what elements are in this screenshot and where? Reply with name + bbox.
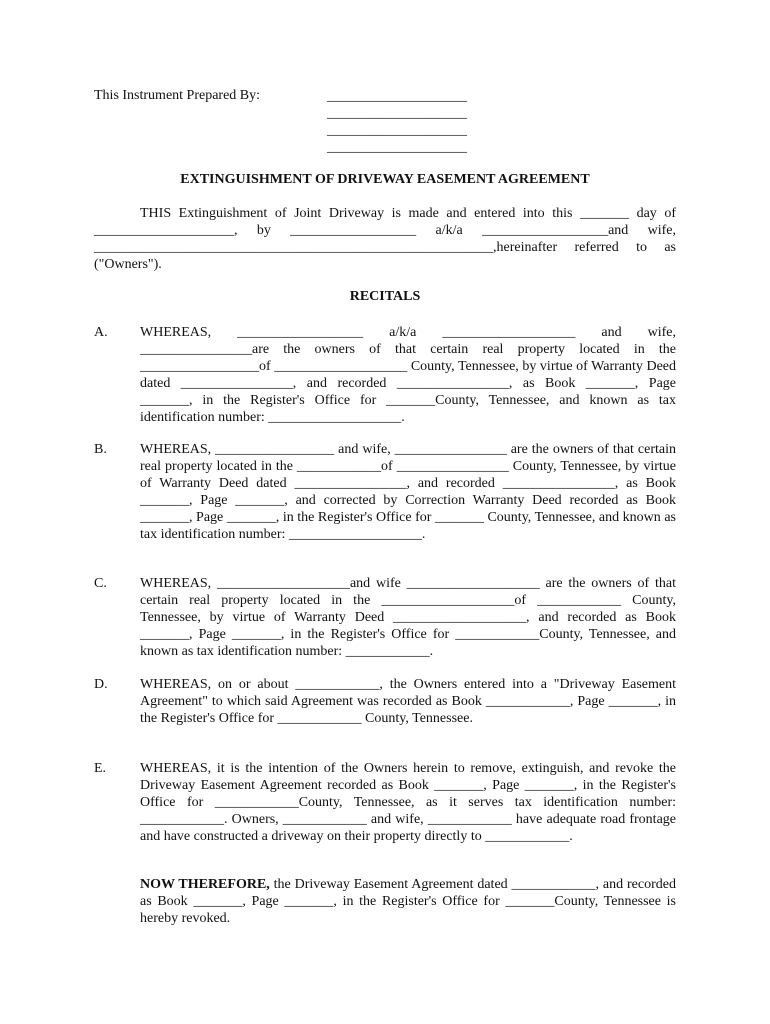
recital-text: WHEREAS, on or about ____________, the Owners entered into a "Driveway Easement Agreement" to which said Agreement was recorded as Book ____________, Page _______, in the Register's Office for ____________ County, Tennessee. [140,677,676,726]
intro-paragraph [94,205,676,273]
recital-a [94,324,676,426]
recital-text: WHEREAS, ___________________and wife ___________________ are the owners of that certain real property located in the ___________________of ____________ County, Tennessee, by virtue of Warranty Deed ___________________, and recorded as Book _______, Page _______, in the Register's Office for ____________County, Tennessee, and known as tax identification number: ____________. [140,576,676,659]
recital-text: WHEREAS, __________________ a/k/a ___________________ and wife, ________________are the owners of that certain real property located in the _________________of ___________________ County, Tennessee, by virtue of Warranty Deed dated ________________, and recorded ________________, as Book _______, Page _______, in the Register's Office for _______County, Tennessee, and known as tax identification number: ___________________. [140,325,676,425]
recital-b [94,441,676,543]
recital-c [94,575,676,660]
recitals-heading: RECITALS [349,289,421,304]
recital-letter: D. [94,677,108,692]
recital-d [94,676,676,727]
document-title: EXTINGUISHMENT OF DRIVEWAY EASEMENT AGREEMENT [180,172,590,187]
closing-text: the Driveway Easement Agreement dated ____________, and recorded as Book _______, Page _______, in the Register's Office for _______County, Tennessee is hereby revoked. [140,877,676,926]
closing-paragraph [140,876,676,927]
recital-letter: C. [94,576,107,591]
recital-text: WHEREAS, _________________ and wife, ________________ are the owners of that certain real property located in the ____________of ________________ County, Tennessee, by virtue of Warranty Deed dated ________________, and recorded ________________, as Book _______, Page _______, and corrected by Correction Warranty Deed recorded as Book _______, Page _______, in the Register's Office for _______ County, Tennessee, and known as tax identification number: ___________________. [140,442,676,542]
preparer-line: ____________________ [327,123,467,138]
recital-e [94,760,676,845]
closing-lead: NOW THEREFORE, [140,877,270,892]
preparer-line: ____________________ [327,89,467,104]
preparer-lines [327,88,467,156]
recital-text: WHEREAS, it is the intention of the Owners herein to remove, extinguish, and revoke the Driveway Easement Agreement recorded as Book _______, Page _______, in the Register's Office for ____________County, Tennessee, as it serves tax identification number: ____________. Owners, ____________ and wife, ____________ have adequate road frontage and have constructed a driveway on their property directly to ____________. [140,761,676,844]
recital-letter: B. [94,442,107,457]
recital-letter: E. [94,761,107,776]
prepared-by-label: This Instrument Prepared By: [94,88,261,103]
preparer-line: ____________________ [327,140,467,155]
preparer-line: ____________________ [327,106,467,121]
recital-letter: A. [94,325,108,340]
intro-text: THIS Extinguishment of Joint Driveway is made and entered into this _______ day of ____________________, by __________________ a/k/a __________________and wife, _________________________________________________________,hereinafter referred to as ("Owners"). [94,206,676,272]
